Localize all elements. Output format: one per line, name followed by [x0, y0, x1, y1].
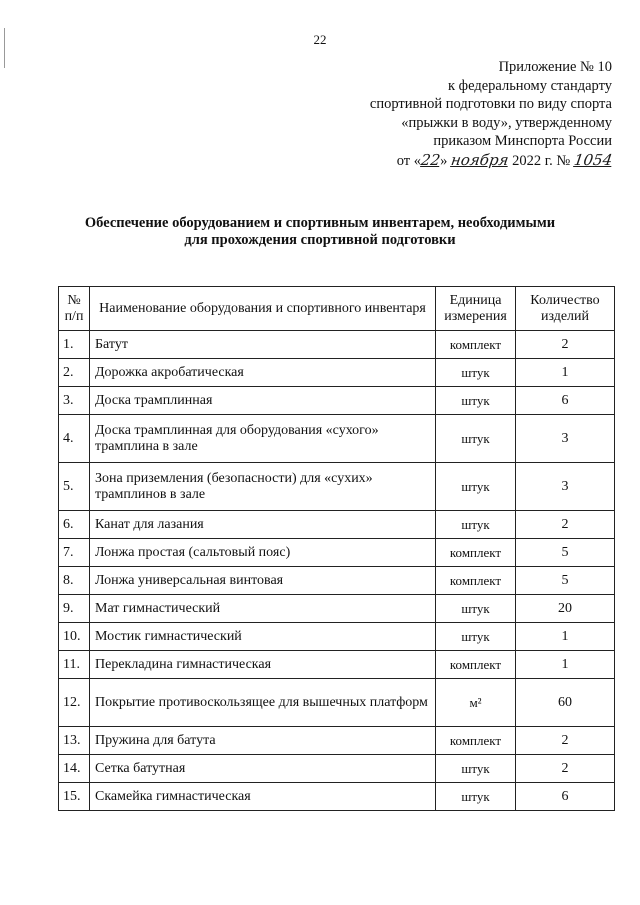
date-mid: » [440, 152, 448, 169]
page-number: 22 [313, 32, 327, 47]
table-row [59, 567, 615, 595]
cell-qty: 3 [516, 463, 615, 511]
cell-unit: комплект [436, 651, 516, 679]
cell-unit: м² [436, 679, 516, 727]
cell-qty: 5 [516, 567, 615, 595]
cell-num: 8. [59, 567, 90, 595]
cell-name: Пружина для батута [90, 727, 436, 755]
cell-unit: штук [436, 755, 516, 783]
handwritten-day: 22 [419, 150, 442, 169]
cell-name: Мостик гимнастический [90, 623, 436, 651]
document-title [0, 215, 640, 249]
equipment-table [58, 286, 615, 811]
cell-unit: штук [436, 595, 516, 623]
cell-num: 12. [59, 679, 90, 727]
table-header-row [59, 287, 615, 331]
appendix-header [312, 58, 612, 170]
table-row [59, 651, 615, 679]
cell-name: Зона приземления (безопасности) для «сухих» трамплинов в зале [90, 463, 436, 511]
table-row [59, 595, 615, 623]
cell-qty: 2 [516, 331, 615, 359]
appendix-line-4: «прыжки в воду», утвержденному [401, 114, 612, 131]
cell-num: 15. [59, 783, 90, 811]
cell-name: Скамейка гимнастическая [90, 783, 436, 811]
cell-num: 2. [59, 359, 90, 387]
cell-num: 5. [59, 463, 90, 511]
header-num: № п/п [59, 287, 90, 331]
cell-num: 3. [59, 387, 90, 415]
order-date-line [312, 151, 612, 171]
cell-unit: комплект [436, 567, 516, 595]
cell-unit: комплект [436, 539, 516, 567]
title-line-1: Обеспечение оборудованием и спортивным инвентарем, необходимыми [84, 215, 556, 231]
cell-unit: штук [436, 463, 516, 511]
table-row [59, 755, 615, 783]
cell-qty: 6 [516, 783, 615, 811]
cell-name: Доска трамплинная для оборудования «сухого» трамплина в зале [90, 415, 436, 463]
cell-name: Дорожка акробатическая [90, 359, 436, 387]
cell-unit: комплект [436, 331, 516, 359]
cell-name: Покрытие противоскользящее для вышечных платформ [90, 679, 436, 727]
cell-name: Лонжа универсальная винтовая [90, 567, 436, 595]
table-row [59, 331, 615, 359]
cell-unit: штук [436, 783, 516, 811]
cell-name: Канат для лазания [90, 511, 436, 539]
cell-qty: 3 [516, 415, 615, 463]
appendix-line-1: Приложение № 10 [498, 59, 612, 75]
appendix-line-2: к федеральному стандарту [448, 77, 612, 94]
handwritten-month: ноября [449, 150, 510, 169]
cell-unit: комплект [436, 727, 516, 755]
cell-num: 1. [59, 331, 90, 359]
cell-qty: 2 [516, 755, 615, 783]
handwritten-order-number: 1054 [572, 150, 614, 169]
cell-num: 11. [59, 651, 90, 679]
table-row [59, 387, 615, 415]
cell-num: 13. [59, 727, 90, 755]
title-line-2: для прохождения спортивной подготовки [184, 232, 456, 248]
cell-qty: 1 [516, 623, 615, 651]
cell-qty: 20 [516, 595, 615, 623]
cell-num: 10. [59, 623, 90, 651]
cell-unit: штук [436, 359, 516, 387]
cell-num: 7. [59, 539, 90, 567]
cell-qty: 6 [516, 387, 615, 415]
cell-name: Перекладина гимнастическая [90, 651, 436, 679]
cell-num: 14. [59, 755, 90, 783]
cell-num: 9. [59, 595, 90, 623]
table-row [59, 359, 615, 387]
cell-name: Доска трамплинная [90, 387, 436, 415]
table-row [59, 623, 615, 651]
cell-unit: штук [436, 387, 516, 415]
cell-num: 6. [59, 511, 90, 539]
cell-qty: 60 [516, 679, 615, 727]
cell-qty: 5 [516, 539, 615, 567]
cell-qty: 1 [516, 359, 615, 387]
year-text: 2022 г. № [512, 152, 571, 169]
table-row [59, 415, 615, 463]
appendix-line-3: спортивной подготовки по виду спорта [369, 96, 612, 112]
cell-name: Батут [90, 331, 436, 359]
appendix-line-5: приказом Минспорта России [433, 133, 612, 149]
cell-num: 4. [59, 415, 90, 463]
cell-qty: 2 [516, 727, 615, 755]
header-qty: Количество изделий [516, 287, 615, 331]
cell-unit: штук [436, 623, 516, 651]
table-row [59, 727, 615, 755]
table-row [59, 679, 615, 727]
cell-qty: 1 [516, 651, 615, 679]
cell-name: Лонжа простая (сальтовый пояс) [90, 539, 436, 567]
table-row [59, 539, 615, 567]
table-row [59, 463, 615, 511]
date-prefix: от « [396, 152, 422, 169]
header-name: Наименование оборудования и спортивного инвентаря [90, 287, 436, 331]
table-row [59, 783, 615, 811]
cell-unit: штук [436, 415, 516, 463]
cell-unit: штук [436, 511, 516, 539]
header-unit: Единица измерения [436, 287, 516, 331]
cell-qty: 2 [516, 511, 615, 539]
cell-name: Сетка батутная [90, 755, 436, 783]
cell-name: Мат гимнастический [90, 595, 436, 623]
table-row [59, 511, 615, 539]
